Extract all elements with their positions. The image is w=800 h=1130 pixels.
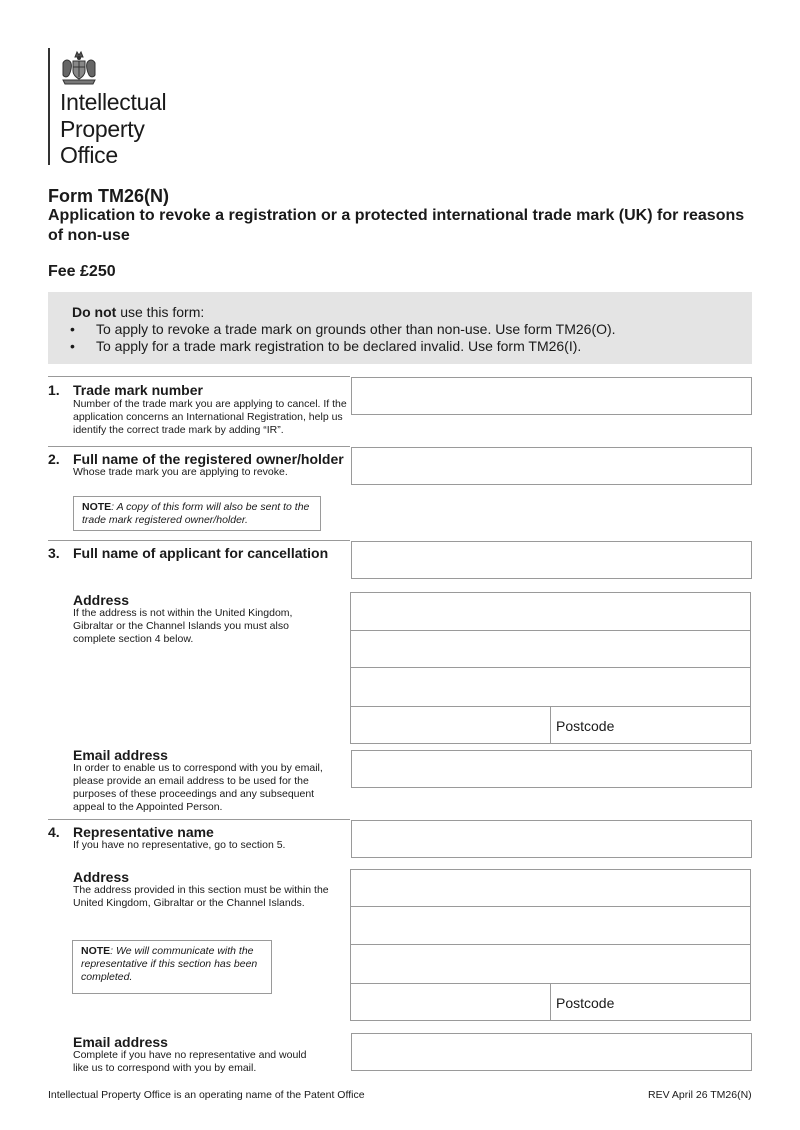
org-name-line-1: Intellectual — [60, 89, 167, 115]
royal-coat-of-arms-icon — [57, 49, 101, 87]
address-line-2-field[interactable] — [350, 630, 751, 668]
section-help: Number of the trade mark you are applying to cancel. If the application concerns an International Registration, help us identify the correct trade mark by adding “IR”. — [73, 398, 347, 436]
section-number: 2. — [48, 451, 60, 467]
section-title: Full name of the registered owner/holder — [73, 451, 344, 467]
rep-email-field[interactable] — [351, 1033, 752, 1071]
email-help: Complete if you have no representative and would like us to correspond with you by email. — [73, 1049, 307, 1074]
rep-postcode-field[interactable] — [550, 983, 751, 1021]
address-help: If the address is not within the United Kingdom, Gibraltar or the Channel Islands you must also complete section 4 below. — [73, 607, 293, 645]
fee-label: Fee £250 — [48, 263, 116, 280]
form-subtitle: Application to revoke a registration or a protected international trade mark (UK) for reasons of non-use — [48, 207, 745, 244]
section-divider — [48, 540, 350, 541]
footer-note: Intellectual Property Office is an operating name of the Patent Office — [48, 1089, 365, 1101]
postcode-label: Postcode — [556, 718, 615, 734]
rep-address-line-3-field[interactable] — [350, 944, 751, 984]
address-line-4-field[interactable] — [350, 706, 551, 744]
section-divider — [48, 376, 350, 377]
notice-item: • To apply for a trade mark registration to be declared invalid. Use form TM26(I). — [70, 338, 582, 354]
address-title: Address — [73, 592, 130, 608]
section-number: 3. — [48, 545, 60, 561]
section-title: Full name of applicant for cancellation — [73, 545, 329, 561]
section-help: Whose trade mark you are applying to revoke. — [73, 466, 288, 478]
rep-address-line-4-field[interactable] — [350, 983, 551, 1021]
postcode-field[interactable] — [550, 706, 751, 744]
address-title: Address — [73, 869, 130, 885]
logo-divider — [48, 48, 50, 165]
email-title: Email address — [73, 1034, 168, 1050]
address-help: The address provided in this section must be within the United Kingdom, Gibraltar or the Channel Islands. — [73, 884, 329, 909]
section-help: If you have no representative, go to section 5. — [73, 839, 286, 851]
note-box: NOTE: We will communicate with the representative if this section has been completed. — [72, 940, 272, 994]
form-revision: REV April 26 TM26(N) — [648, 1089, 752, 1101]
address-line-1-field[interactable] — [350, 592, 751, 631]
section-divider — [48, 446, 350, 447]
form-title: Form TM26(N) — [48, 186, 169, 206]
section-title: Representative name — [73, 824, 214, 840]
section-divider — [48, 819, 350, 820]
org-name-line-2: Property — [60, 115, 145, 142]
email-help: In order to enable us to correspond with you by email, please provide an email address to be used for the purposes of these proceedings and any subsequent appeal to the Appointed Person. — [73, 762, 323, 813]
notice-heading: Do not use this form: — [72, 304, 205, 320]
section-number: 4. — [48, 824, 60, 840]
applicant-email-field[interactable] — [351, 750, 752, 788]
representative-name-field[interactable] — [351, 820, 752, 858]
notice-panel — [48, 292, 752, 364]
address-line-3-field[interactable] — [350, 667, 751, 707]
org-name — [60, 89, 166, 169]
section-title: Trade mark number — [73, 382, 203, 398]
notice-item: • To apply to revoke a trade mark on grounds other than non-use. Use form TM26(O). — [70, 321, 616, 337]
postcode-label: Postcode — [556, 995, 615, 1011]
trade-mark-number-field[interactable] — [351, 377, 752, 415]
registered-owner-name-field[interactable] — [351, 447, 752, 485]
org-name-line-3: Office — [60, 142, 118, 168]
email-title: Email address — [73, 747, 168, 763]
rep-address-line-1-field[interactable] — [350, 869, 751, 907]
section-number: 1. — [48, 382, 60, 398]
rep-address-line-2-field[interactable] — [350, 906, 751, 945]
note-box: NOTE: A copy of this form will also be sent to the trade mark registered owner/holder. — [73, 496, 321, 531]
applicant-name-field[interactable] — [351, 541, 752, 579]
